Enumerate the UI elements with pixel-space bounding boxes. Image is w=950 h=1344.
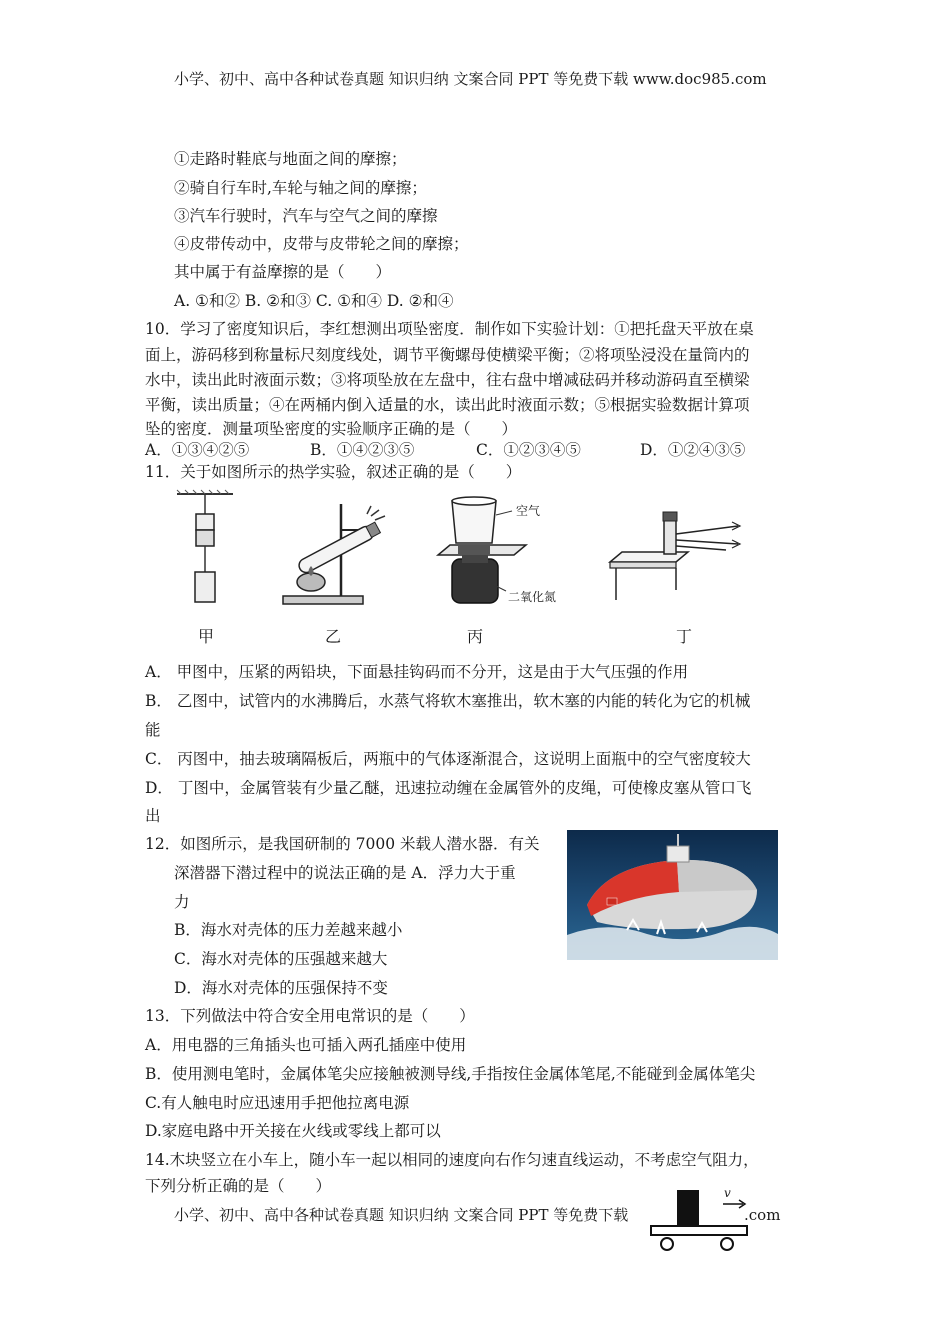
q13-option-d: D.家庭电路中开关接在火线或零线上都可以 <box>145 1122 441 1140</box>
q12-option-d: D．海水对壳体的压强保持不变 <box>174 979 388 997</box>
q9-options: A. ①和② B. ②和③ C. ①和④ D. ②和④ <box>174 292 454 310</box>
submersible-photo <box>567 830 778 960</box>
q11-option-a: A． 甲图中，压紧的两铅块，下面悬挂钩码而不分开，这是由于大气压强的作用 <box>145 663 689 681</box>
q10-line-4: 平衡，读出质量；④在两桶内倒入适量的水，读出此时液面示数；⑤根据实验数据计算项 <box>145 396 750 414</box>
q13-option-a: A．用电器的三角插头也可插入两孔插座中使用 <box>145 1036 467 1054</box>
q14-line-1: 14.木块竖立在小车上，随小车一起以相同的速度向右作匀速直线运动，不考虑空气阻力， <box>145 1151 759 1169</box>
q11-option-d-line-2: 出 <box>145 807 161 825</box>
q12-line-3: 力 <box>174 893 190 911</box>
q11-option-c: C． 丙图中，抽去玻璃隔板后，两瓶中的气体逐渐混合，这说明上面瓶中的空气密度较大 <box>145 750 751 768</box>
figure-jia-lead-blocks <box>175 490 235 610</box>
q12-line-1: 12．如图所示，是我国研制的 7000 米载人潜水器．有关 <box>145 835 540 853</box>
page-footer: 小学、初中、高中各种试卷真题 知识归纳 文案合同 PPT 等免费下载 <box>174 1206 629 1224</box>
q9-item-1: ①走路时鞋底与地面之间的摩擦； <box>174 150 407 168</box>
q9-item-2: ②骑自行车时,车轮与轴之间的摩擦； <box>174 179 427 197</box>
figure-label-jia: 甲 <box>198 627 215 646</box>
q10-option-c: C．①②③④⑤ <box>476 441 581 459</box>
q12-option-c: C．海水对壳体的压强越来越大 <box>174 950 388 968</box>
figure-ding-metal-tube <box>606 500 746 610</box>
q10-line-2: 面上，游码移到称量标尺刻度线处，调节平衡螺母使横梁平衡；②将项坠浸没在量筒内的 <box>145 346 750 364</box>
q11-option-b-line-2: 能 <box>145 721 161 739</box>
figure-label-bing: 丙 <box>467 627 484 646</box>
figure-yi-test-tube <box>275 500 395 610</box>
q11-option-d-line-1: D． 丁图中，金属管装有少量乙醚，迅速拉动缠在金属管外的皮绳，可使橡皮塞从管口飞 <box>145 779 752 797</box>
q12-option-b: B．海水对壳体的压力差越来越小 <box>174 921 403 939</box>
nitrogen-dioxide-label: 二氧化氮 <box>508 590 557 604</box>
q10-option-b: B．①④②③⑤ <box>310 441 415 459</box>
q10-line-1: 10．学习了密度知识后，李红想测出项坠密度．制作如下实验计划：①把托盘天平放在桌 <box>145 320 754 338</box>
q10-line-3: 水中，读出此时液面示数；③将项坠放在左盘中，往右盘中增减砝码并移动游码直至横梁 <box>145 371 750 389</box>
q11-stem: 11．关于如图所示的热学实验，叙述正确的是（ ） <box>145 463 522 481</box>
q13-option-c: C.有人触电时应迅速用手把他拉离电源 <box>145 1094 410 1112</box>
air-label: 空气 <box>516 504 541 518</box>
q9-item-3: ③汽车行驶时，汽车与空气之间的摩擦 <box>174 207 438 225</box>
figure-label-ding: 丁 <box>676 627 693 646</box>
velocity-label: v <box>724 1186 731 1200</box>
q10-option-d: D．①②④③⑤ <box>640 441 746 459</box>
page-header: 小学、初中、高中各种试卷真题 知识归纳 文案合同 PPT 等免费下载 www.doc985.com <box>174 70 767 88</box>
footer-tail: .com <box>744 1206 781 1224</box>
q13-stem: 13．下列做法中符合安全用电常识的是（ ） <box>145 1007 475 1025</box>
q10-line-5: 坠的密度．测量项坠密度的实验顺序正确的是（ ） <box>145 420 518 438</box>
q14-line-2: 下列分析正确的是（ ） <box>145 1177 332 1195</box>
q12-line-2: 深潜器下潜过程中的说法正确的是 A．浮力大于重 <box>174 864 516 882</box>
q11-option-b-line-1: B． 乙图中，试管内的水沸腾后，水蒸气将软木塞推出，软木塞的内能的转化为它的机械 <box>145 692 751 710</box>
cart-with-block-figure <box>643 1182 753 1262</box>
q9-stem: 其中属于有益摩擦的是（ ） <box>174 263 392 281</box>
q10-option-a: A．①③④②⑤ <box>145 441 250 459</box>
q13-option-b: B．使用测电笔时，金属体笔尖应接触被测导线,手指按住金属体笔尾,不能碰到金属体笔尖 <box>145 1065 756 1083</box>
figure-label-yi: 乙 <box>325 627 342 646</box>
q9-item-4: ④皮带传动中，皮带与皮带轮之间的摩擦； <box>174 235 469 253</box>
